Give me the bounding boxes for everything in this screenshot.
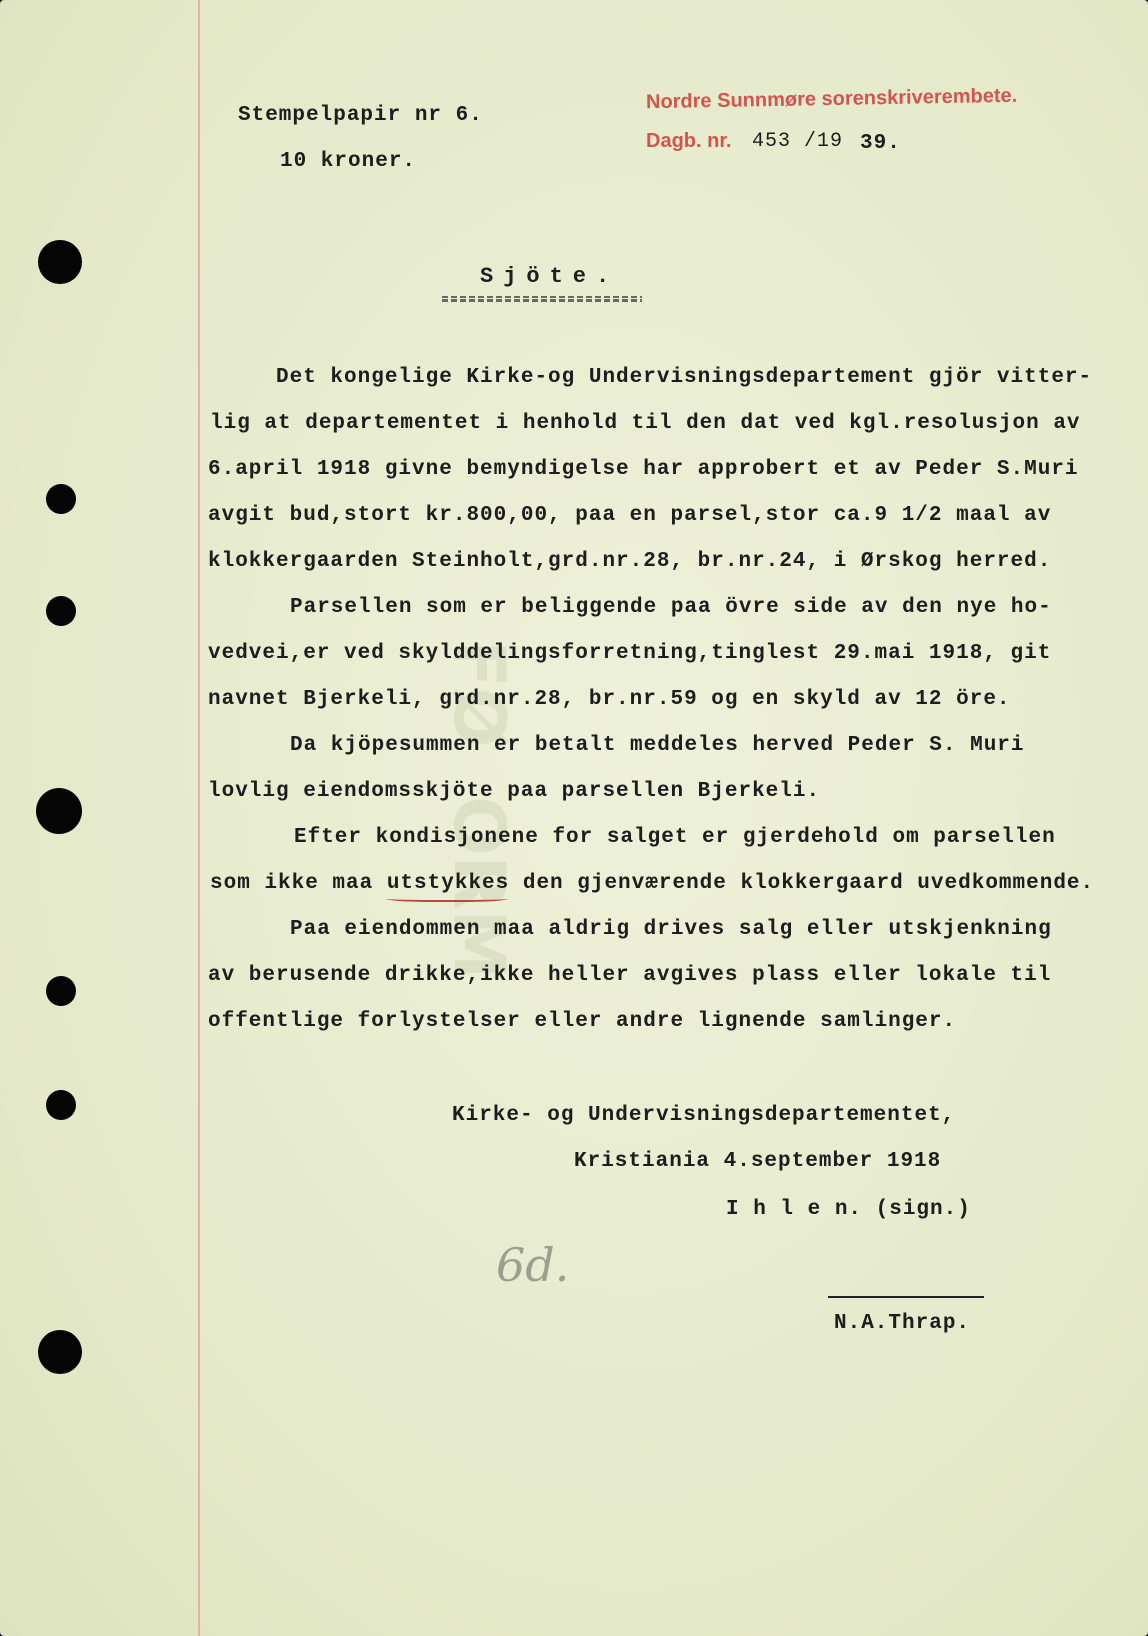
journal-year: 39.: [860, 132, 901, 155]
title-underline: [442, 296, 642, 302]
closing-signature: I h l e n. (sign.): [726, 1198, 971, 1221]
body-line-8: navnet Bjerkeli, grd.nr.28, br.nr.59 og en skyld av 12 öre.: [208, 688, 1011, 711]
body-line-14: av berusende drikke,ikke heller avgives plass eller lokale til: [208, 964, 1052, 987]
punch-hole-6: [46, 1090, 76, 1120]
body-line-15: offentlige forlystelser eller andre lignende samlinger.: [208, 1010, 957, 1033]
body-line-9: Da kjöpesummen er betalt meddeles herved Peder S. Muri: [290, 734, 1025, 757]
body-line-4: avgit bud,stort kr.800,00, paa en parsel,stor ca.9 1/2 maal av: [208, 504, 1052, 527]
body-line-6: Parsellen som er beliggende paa övre side av den nye ho-: [290, 596, 1052, 619]
body-line-7: vedvei,er ved skylddelingsforretning,tinglest 29.mai 1918, git: [208, 642, 1052, 665]
punch-hole-5: [46, 976, 76, 1006]
body-line-3: 6.april 1918 givne bemyndigelse har approbert et av Peder S.Muri: [208, 458, 1079, 481]
body-line-12: som ikke maa utstykkes den gjenværende klokkergaard uvedkommende.: [210, 872, 1095, 895]
journal-prefix: Dagb. nr.: [646, 130, 732, 152]
punch-hole-7: [38, 1330, 82, 1374]
body-line-5: klokkergaarden Steinholt,grd.nr.28, br.nr.24, i Ørskog herred.: [208, 550, 1052, 573]
punch-hole-3: [46, 596, 76, 626]
journal-number: 453 /19: [752, 130, 844, 153]
punch-hole-1: [38, 240, 82, 284]
pencil-annotation: 6d.: [496, 1238, 570, 1292]
body-line-10: lovlig eiendomsskjöte paa parsellen Bjerkeli.: [208, 780, 821, 803]
closing-place-date: Kristiania 4.september 1918: [574, 1150, 942, 1173]
signature-line: [828, 1296, 984, 1298]
closing-department: Kirke- og Undervisningsdepartementet,: [452, 1104, 956, 1127]
body-line-1: Det kongelige Kirke-og Undervisningsdepartement gjör vitter-: [276, 366, 1093, 389]
watermark: FØ ORM: [438, 640, 520, 980]
body-line-11: Efter kondisjonene for salget er gjerdehold om parsellen: [294, 826, 1056, 849]
office-stamp: Nordre Sunnmøre sorenskriverembete.: [645, 84, 1018, 114]
margin-line: [198, 0, 200, 1636]
punch-hole-4: [36, 788, 82, 834]
punch-hole-2: [46, 484, 76, 514]
stamp-paper-label: Stempelpapir nr 6.: [238, 104, 483, 127]
document-title: Sjöte.: [480, 264, 620, 289]
price-label: 10 kroner.: [280, 150, 417, 173]
countersign: N.A.Thrap.: [834, 1312, 971, 1335]
body-line-2: lig at departementet i henhold til den dat ved kgl.resolusjon av: [210, 412, 1081, 435]
red-underline-mark: [386, 894, 508, 902]
body-line-13: Paa eiendommen maa aldrig drives salg eller utskjenkning: [290, 918, 1052, 941]
